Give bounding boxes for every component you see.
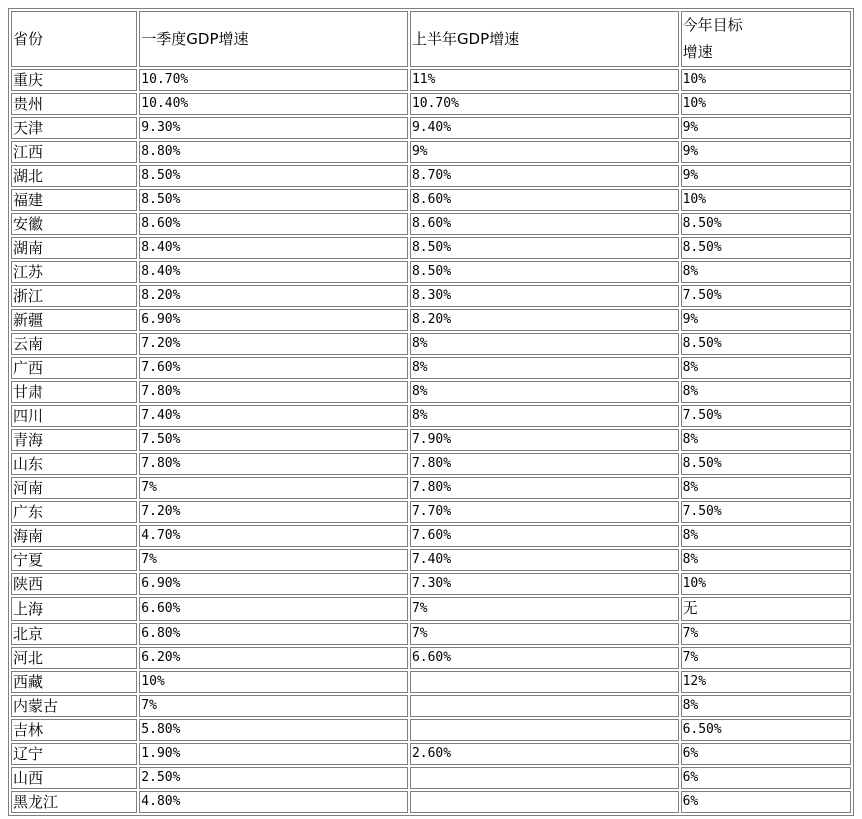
cell-target-growth: 8% (681, 429, 851, 451)
cell-q1-growth: 8.60% (139, 213, 408, 235)
header-target-line1: 今年目标 (682, 16, 743, 34)
table-row (11, 573, 851, 595)
cell-province: 安徽 (11, 213, 137, 235)
cell-province: 湖南 (11, 237, 137, 259)
cell-h1-growth: 2.60% (410, 743, 679, 765)
cell-province: 江苏 (11, 261, 137, 283)
cell-province: 江西 (11, 141, 137, 163)
cell-province: 山西 (11, 767, 137, 789)
cell-province: 浙江 (11, 285, 137, 307)
cell-target-growth: 8% (681, 525, 851, 547)
table-row (11, 791, 851, 813)
cell-province: 广西 (11, 357, 137, 379)
cell-q1-growth: 9.30% (139, 117, 408, 139)
cell-h1-growth (410, 767, 679, 789)
cell-h1-growth: 7.60% (410, 525, 679, 547)
cell-q1-growth: 6.20% (139, 647, 408, 669)
cell-h1-growth: 8.60% (410, 213, 679, 235)
cell-province: 甘肃 (11, 381, 137, 403)
cell-h1-growth: 7% (410, 597, 679, 621)
cell-province: 宁夏 (11, 549, 137, 571)
header-province: 省份 (11, 11, 137, 67)
cell-q1-growth: 7.40% (139, 405, 408, 427)
cell-province: 河南 (11, 477, 137, 499)
cell-q1-growth: 6.90% (139, 573, 408, 595)
table-row (11, 69, 851, 91)
cell-target-growth: 7.50% (681, 501, 851, 523)
cell-h1-growth: 11% (410, 69, 679, 91)
cell-h1-growth: 10.70% (410, 93, 679, 115)
header-target-growth (681, 11, 851, 67)
table-row (11, 525, 851, 547)
cell-q1-growth: 6.60% (139, 597, 408, 621)
table-row (11, 141, 851, 163)
cell-h1-growth: 9.40% (410, 117, 679, 139)
cell-h1-growth: 7.80% (410, 477, 679, 499)
cell-q1-growth: 8.20% (139, 285, 408, 307)
cell-target-growth: 8.50% (681, 333, 851, 355)
cell-target-growth: 9% (681, 141, 851, 163)
cell-province: 陕西 (11, 573, 137, 595)
cell-target-growth: 10% (681, 69, 851, 91)
table-row (11, 333, 851, 355)
cell-province: 内蒙古 (11, 695, 137, 717)
table-row (11, 647, 851, 669)
cell-h1-growth (410, 791, 679, 813)
table-row (11, 719, 851, 741)
cell-q1-growth: 7.60% (139, 357, 408, 379)
table-row (11, 405, 851, 427)
cell-province: 西藏 (11, 671, 137, 693)
cell-h1-growth (410, 695, 679, 717)
cell-province: 四川 (11, 405, 137, 427)
cell-q1-growth: 1.90% (139, 743, 408, 765)
cell-q1-growth: 8.80% (139, 141, 408, 163)
cell-q1-growth: 10.40% (139, 93, 408, 115)
cell-q1-growth: 8.50% (139, 189, 408, 211)
cell-h1-growth: 7.70% (410, 501, 679, 523)
cell-province: 河北 (11, 647, 137, 669)
cell-q1-growth: 8.40% (139, 261, 408, 283)
table-row (11, 261, 851, 283)
table-row (11, 767, 851, 789)
cell-target-growth: 7% (681, 623, 851, 645)
table-row (11, 623, 851, 645)
cell-target-growth (681, 597, 851, 621)
table-row (11, 743, 851, 765)
cell-q1-growth: 7.20% (139, 501, 408, 523)
cell-h1-growth: 8.50% (410, 261, 679, 283)
cell-h1-growth: 8.70% (410, 165, 679, 187)
cell-q1-growth: 7.20% (139, 333, 408, 355)
cell-province: 天津 (11, 117, 137, 139)
table-row (11, 117, 851, 139)
cell-q1-growth: 7% (139, 477, 408, 499)
cell-h1-growth: 8.20% (410, 309, 679, 331)
cell-q1-growth: 7% (139, 695, 408, 717)
cell-target-growth: 8% (681, 261, 851, 283)
cell-h1-growth (410, 671, 679, 693)
table-row (11, 453, 851, 475)
cell-h1-growth: 8.60% (410, 189, 679, 211)
cell-target-growth: 8% (681, 381, 851, 403)
cell-q1-growth: 10% (139, 671, 408, 693)
cell-target-growth: 6% (681, 743, 851, 765)
table-row (11, 285, 851, 307)
cell-province: 青海 (11, 429, 137, 451)
cell-target-growth: 9% (681, 165, 851, 187)
cell-target-growth: 7.50% (681, 405, 851, 427)
table-row (11, 357, 851, 379)
table-body (11, 69, 851, 813)
cell-h1-growth: 8% (410, 357, 679, 379)
cell-target-growth: 8.50% (681, 453, 851, 475)
cell-target-growth: 6.50% (681, 719, 851, 741)
cell-province: 山东 (11, 453, 137, 475)
table-row (11, 165, 851, 187)
cell-h1-growth: 7.40% (410, 549, 679, 571)
cell-province: 海南 (11, 525, 137, 547)
cell-target-growth: 8.50% (681, 213, 851, 235)
cell-q1-growth: 2.50% (139, 767, 408, 789)
cell-q1-growth: 6.90% (139, 309, 408, 331)
cell-q1-growth: 7.50% (139, 429, 408, 451)
table-row (11, 597, 851, 621)
cell-target-growth: 6% (681, 791, 851, 813)
cell-q1-growth: 10.70% (139, 69, 408, 91)
table-row (11, 213, 851, 235)
cell-h1-growth: 8.50% (410, 237, 679, 259)
cell-q1-growth: 7% (139, 549, 408, 571)
cell-target-growth: 8% (681, 549, 851, 571)
cell-h1-growth: 7.80% (410, 453, 679, 475)
cell-province: 北京 (11, 623, 137, 645)
cell-province: 新疆 (11, 309, 137, 331)
cell-target-growth: 8% (681, 357, 851, 379)
cell-province: 贵州 (11, 93, 137, 115)
cell-h1-growth: 7.30% (410, 573, 679, 595)
cell-h1-growth: 9% (410, 141, 679, 163)
table-row (11, 309, 851, 331)
table-row (11, 671, 851, 693)
table-row (11, 477, 851, 499)
cell-h1-growth (410, 719, 679, 741)
cell-target-growth: 10% (681, 93, 851, 115)
table-row (11, 501, 851, 523)
cell-province: 湖北 (11, 165, 137, 187)
cell-h1-growth: 7% (410, 623, 679, 645)
cell-province: 吉林 (11, 719, 137, 741)
header-target-line2: 增速 (682, 43, 713, 61)
cell-province: 辽宁 (11, 743, 137, 765)
cell-h1-growth: 8% (410, 381, 679, 403)
cell-target-growth: 10% (681, 189, 851, 211)
cell-target-growth: 8% (681, 695, 851, 717)
cell-target-growth: 12% (681, 671, 851, 693)
cell-h1-growth: 8.30% (410, 285, 679, 307)
cell-q1-growth: 8.40% (139, 237, 408, 259)
header-q1-growth: 一季度GDP增速 (139, 11, 408, 67)
table-header-row (11, 11, 851, 67)
cell-target-growth: 6% (681, 767, 851, 789)
cell-province: 福建 (11, 189, 137, 211)
cell-q1-growth: 8.50% (139, 165, 408, 187)
cell-province: 上海 (11, 597, 137, 621)
table-row (11, 429, 851, 451)
cell-target-growth: 9% (681, 117, 851, 139)
cell-q1-growth: 5.80% (139, 719, 408, 741)
cell-target-growth: 9% (681, 309, 851, 331)
cell-province: 黑龙江 (11, 791, 137, 813)
cell-province: 广东 (11, 501, 137, 523)
cell-q1-growth: 4.80% (139, 791, 408, 813)
cell-text: 无 (682, 599, 698, 617)
cell-q1-growth: 4.70% (139, 525, 408, 547)
cell-target-growth: 7% (681, 647, 851, 669)
cell-target-growth: 7.50% (681, 285, 851, 307)
table-row (11, 189, 851, 211)
cell-h1-growth: 8% (410, 333, 679, 355)
cell-q1-growth: 6.80% (139, 623, 408, 645)
table-row (11, 237, 851, 259)
table-row (11, 695, 851, 717)
table-row (11, 93, 851, 115)
table-row (11, 549, 851, 571)
cell-target-growth: 8% (681, 477, 851, 499)
cell-q1-growth: 7.80% (139, 381, 408, 403)
cell-h1-growth: 8% (410, 405, 679, 427)
gdp-growth-table (8, 8, 854, 816)
header-h1-growth: 上半年GDP增速 (410, 11, 679, 67)
table-row (11, 381, 851, 403)
cell-province: 云南 (11, 333, 137, 355)
cell-q1-growth: 7.80% (139, 453, 408, 475)
cell-province: 重庆 (11, 69, 137, 91)
cell-target-growth: 8.50% (681, 237, 851, 259)
cell-h1-growth: 6.60% (410, 647, 679, 669)
cell-h1-growth: 7.90% (410, 429, 679, 451)
cell-target-growth: 10% (681, 573, 851, 595)
